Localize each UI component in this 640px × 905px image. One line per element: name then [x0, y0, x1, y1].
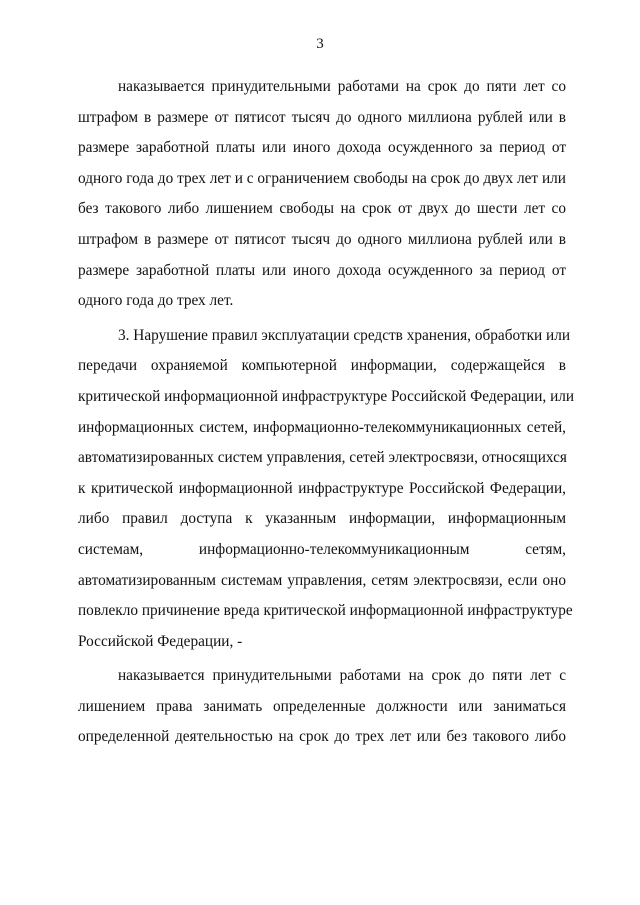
paragraph-penalty-2	[78, 661, 566, 753]
text-line: повлекло причинение вреда критической информационной инфраструктуре	[78, 602, 573, 620]
text-line: одного года до трех лет.	[78, 292, 234, 310]
text-line: передачи охраняемой компьютерной информации, содержащейся в	[78, 357, 566, 375]
text-line: критической информационной инфраструктуре Российской Федерации, или	[78, 387, 575, 405]
text-line: 3. Нарушение правил эксплуатации средств хранения, обработки или	[118, 326, 571, 344]
text-line: размере заработной платы или иного дохода осужденного за период от	[78, 139, 566, 157]
document-body	[78, 72, 575, 753]
text-line: наказывается принудительными работами на срок до пяти лет со	[118, 78, 566, 95]
text-line: либо правил доступа к указанным информации, информационным	[78, 510, 566, 528]
paragraph-clause-3	[78, 321, 575, 658]
text-line: без такового либо лишением свободы на срок от двух до шести лет со	[78, 200, 566, 218]
text-line: к критической информационной инфраструктуре Российской Федерации,	[78, 479, 566, 497]
text-line: наказывается принудительными работами на срок до пяти лет с	[118, 667, 566, 685]
text-line: автоматизированным системам управления, сетям электросвязи, если оно	[78, 571, 566, 589]
text-line: лишением права занимать определенные должности или заниматься	[78, 697, 566, 715]
text-line: информационных систем, информационно-телекоммуникационных сетей,	[78, 418, 566, 436]
text-line: штрафом в размере от пятисот тысяч до одного миллиона рублей или в	[78, 108, 566, 126]
page-number: 3	[316, 36, 324, 52]
text-line: Российской Федерации, -	[78, 632, 243, 650]
text-line: размере заработной платы или иного дохода осужденного за период от	[78, 261, 566, 279]
text-line: одного года до трех лет и с ограничением свободы на срок до двух лет или	[78, 169, 566, 187]
text-line: автоматизированных систем управления, сетей электросвязи, относящихся	[78, 449, 567, 467]
text-line: штрафом в размере от пятисот тысяч до одного миллиона рублей или в	[78, 230, 566, 248]
paragraph-penalty-1	[78, 72, 566, 317]
text-line: определенной деятельностью на срок до трех лет или без такового либо	[78, 728, 566, 746]
text-line: системам, информационно-телекоммуникационным сетям,	[78, 540, 566, 558]
